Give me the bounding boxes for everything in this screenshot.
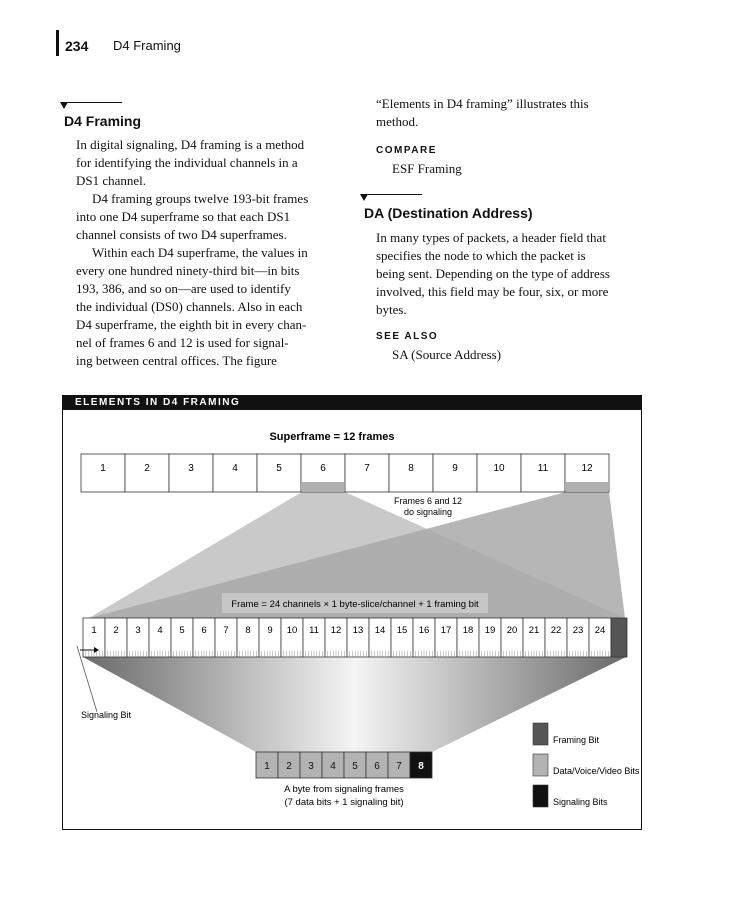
paragraph-da: In many types of packets, a header field that specifies the node to which the packet is being sent. Depending on the type of address involved, this field may be four, six, or more bytes. — [376, 230, 610, 317]
superframe-label: Superframe = 12 frames — [269, 431, 395, 443]
running-title: D4 Framing — [113, 38, 181, 53]
see-also-label: SEE ALSO — [376, 331, 439, 342]
entry-marker-d4 — [60, 101, 122, 111]
superframe-cell-label: 8 — [408, 463, 414, 474]
superframe-cell-label: 4 — [232, 463, 238, 474]
see-also-ref-sa: SA (Source Address) — [392, 347, 502, 362]
superframe-cell-label: 7 — [364, 463, 370, 474]
bit-label: 6 — [374, 761, 380, 772]
channel-cell-label: 8 — [245, 625, 251, 636]
signaling-frames-note-line2: do signaling — [403, 507, 453, 517]
channel-cell-label: 15 — [396, 625, 408, 636]
channel-cell-label: 7 — [223, 625, 229, 636]
bit-label: 8 — [418, 761, 424, 772]
superframe-cell-label: 5 — [276, 463, 282, 474]
legend-label: Framing Bit — [553, 735, 600, 745]
channel-cell-label: 5 — [179, 625, 185, 636]
superframe-cell-label: 6 — [320, 463, 326, 474]
signaling-bit-label: Signaling Bit — [81, 710, 132, 720]
channel-cell-label: 19 — [484, 625, 496, 636]
heading-da: DA (Destination Address) — [364, 205, 533, 221]
channel-cell-label: 2 — [113, 625, 119, 636]
channel-cell-label: 10 — [286, 625, 298, 636]
d4-framing-diagram — [63, 396, 641, 829]
compare-ref-esf-framing: ESF Framing — [392, 161, 462, 176]
bit-label: 5 — [352, 761, 358, 772]
channel-cell-label: 16 — [418, 625, 430, 636]
superframe-cell-label: 10 — [493, 463, 505, 474]
bit-label: 4 — [330, 761, 336, 772]
channel-cell-label: 17 — [440, 625, 452, 636]
superframe-row — [81, 454, 609, 492]
byte-caption-line1: A byte from signaling frames — [284, 784, 404, 795]
legend-swatch — [533, 785, 548, 807]
channel-cell-label: 12 — [330, 625, 342, 636]
channel-cell-label: 1 — [91, 625, 97, 636]
legend-swatch — [533, 723, 548, 745]
superframe-cell-label: 3 — [188, 463, 194, 474]
heading-d4-framing: D4 Framing — [64, 113, 142, 129]
running-header — [56, 30, 256, 58]
figure-title: ELEMENTS IN D4 FRAMING — [63, 396, 641, 410]
header-rule — [56, 30, 59, 56]
channel-cell-label: 18 — [462, 625, 474, 636]
superframe-cell-label: 1 — [100, 463, 106, 474]
channel-cell-label: 24 — [594, 625, 606, 636]
figure-elements-in-d4-framing — [62, 395, 642, 830]
paragraph-d4-superframe: Within each D4 superframe, the values in every one hundred ninety-third bit—in bits 193, 386, and so on—are used to identify the individual (DS0) channels. Also in each D4 superframe, the eighth bit in every chan- nel of frames 6 and 12 is used for signal- ing between central offices. The figure — [76, 245, 308, 368]
page-number: 234 — [65, 38, 89, 54]
superframe-cell-label: 12 — [581, 463, 593, 474]
bit-label: 1 — [264, 761, 270, 772]
triangle-icon — [360, 194, 368, 201]
legend-label: Signaling Bits — [553, 797, 608, 807]
superframe-cell-label: 9 — [452, 463, 458, 474]
signaling-frame-marker — [566, 482, 608, 492]
signaling-frames-note-line1: Frames 6 and 12 — [393, 496, 463, 506]
channel-cell-label: 21 — [528, 625, 540, 636]
superframe-cell-label: 2 — [144, 463, 150, 474]
bit-label: 3 — [308, 761, 314, 772]
bit-label: 7 — [396, 761, 402, 772]
superframe-cell-label: 11 — [537, 463, 549, 474]
paragraph-d4-intro: In digital signaling, D4 framing is a method for identifying the individual channels in a DS1 channel. — [76, 137, 305, 188]
signaling-byte-row — [256, 752, 432, 778]
paragraph-d4-grouping: D4 framing groups twelve 193-bit frames into one D4 superframe so that each DS1 channel consists of two D4 superframes. — [76, 191, 309, 242]
framing-bit-cell — [611, 618, 627, 657]
frame-channel-row — [83, 618, 627, 657]
channel-cell-label: 23 — [572, 625, 584, 636]
triangle-icon — [60, 102, 68, 109]
channel-cell-label: 20 — [506, 625, 518, 636]
byte-caption-line2: (7 data bits + 1 signaling bit) — [284, 797, 404, 808]
legend — [533, 723, 640, 807]
channel-cell-label: 3 — [135, 625, 141, 636]
legend-swatch — [533, 754, 548, 776]
channel-cell-label: 9 — [267, 625, 273, 636]
entry-marker-da — [360, 193, 422, 203]
compare-label: COMPARE — [376, 145, 437, 156]
channel-cell-label: 4 — [157, 625, 163, 636]
signaling-frame-marker — [302, 482, 344, 492]
frame-label: Frame = 24 channels × 1 byte-slice/channel + 1 framing bit — [231, 599, 479, 610]
legend-label: Data/Voice/Video Bits — [553, 766, 640, 776]
channel-cell-label: 22 — [550, 625, 562, 636]
channel-cell-label: 11 — [309, 625, 319, 636]
paragraph-continuation: “Elements in D4 framing” illustrates this method. — [376, 96, 589, 129]
channel-cell-label: 14 — [374, 625, 386, 636]
channel-cell-label: 13 — [352, 625, 364, 636]
channel-cell-label: 6 — [201, 625, 207, 636]
bit-label: 2 — [286, 761, 292, 772]
